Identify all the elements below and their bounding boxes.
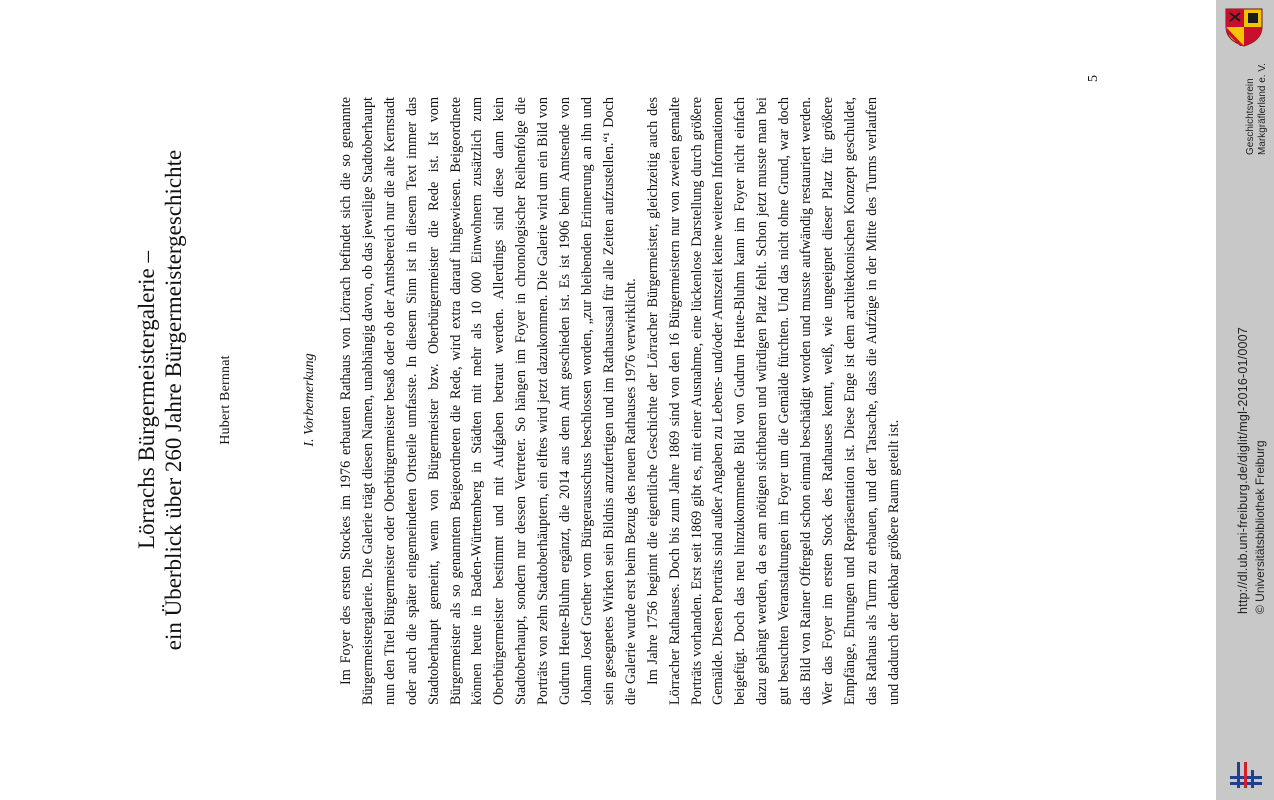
society-line-2: Markgräflerland e. V. xyxy=(1257,63,1268,155)
section-heading: I. Vorbemerkung xyxy=(302,353,317,447)
title-line-1: Lörrachs Bürgermeistergalerie – xyxy=(134,250,159,550)
title-line-2: ein Überblick über 260 Jahre Bürgermeistergeschichte xyxy=(161,149,186,651)
author-name: Hubert Bernnat xyxy=(218,355,233,445)
body-text xyxy=(336,97,906,705)
sidebar xyxy=(1216,0,1274,800)
society-line-1: Geschichtsverein xyxy=(1245,78,1256,155)
page-number: 5 xyxy=(1086,75,1101,82)
sidebar-text xyxy=(1216,0,1274,800)
copyright-text: © Universitätsbibliothek Freiburg xyxy=(1253,440,1267,614)
ub-freiburg-logo-icon xyxy=(1228,756,1264,792)
source-url-link[interactable]: http://dl.ub.uni-freiburg.de/diglit/mgl-2016-01/0007 xyxy=(1236,327,1250,614)
paragraph: Im Jahre 1756 beginnt die eigentliche Geschichte der Lörracher Bürgermeister, gleichzeitig auch des Lörracher Rathauses. Doch bis zum Jahre 1869 sind von den 16 Bürgermeistern nur von zweien gemalte Porträts vorhanden. Erst seit 1869 gibt es, mit einer Ausnahme, eine lückenlose Darstellung durch größere Gemälde. Diesen Porträts sind außer Angaben zu Lebens- und/oder Amtszeit keine weiteren Informationen beigefügt. Doch das neu hinzukommende Bild von Gudrun Heute-Bluhm kann im Foyer nicht einfach dazu gehängt werden, da es am nötigen sichtbaren und würdigen Platz fehlt. Schon jetzt musste man bei gut besuchten Veranstaltungen im Foyer um die Gemälde fürchten. Und das nicht ohne Grund, war doch das Bild von Rainer Offergeld schon einmal beschädigt worden und musste aufwändig restauriert werden. Wer das Foyer im ersten Stock des Rathauses kennt, weiß, wie ungeeignet dieser Platz für größere Empfänge, Ehrungen und Repräsentation ist. Diese Enge ist dem architektonischen Konzept geschuldet, das Rathaus als Turm zu erbauen, und der Tatsache, dass die Aufzüge in der Mitte des Turms verlaufen und dadurch der denkbar größere Raum geteilt ist. xyxy=(644,97,902,705)
paragraph: Im Foyer des ersten Stockes im 1976 erbauten Rathaus von Lörrach befindet sich die so genannte Bürgermeistergalerie. Die Galerie trägt diesen Namen, unabhängig davon, ob das jeweilige Stadtoberhaupt nun den Titel Bürgermeister oder Oberbürgermeister besaß oder ob der Amtsbereich nur die alte Kernstadt oder auch die später eingemeindeten Ortsteile umfasste. In diesem Sinn ist in diesem Text immer das Stadtoberhaupt gemeint, wenn von Bürgermeister bzw. Oberbürgermeister die Rede ist. Ist vom Bürgermeister als so genanntem Beigeordneten die Rede, wird extra darauf hingewiesen. Beigeordnete können heute in Baden-Württemberg in Städten mit mehr als 10 000 Einwohnern zusätzlich zum Oberbürgermeister bestimmt und mit Aufgaben betraut werden. Allerdings sind diese dann kein Stadtoberhaupt, sondern nur dessen Vertreter. So hängen im Foyer in chronologischer Reihenfolge die Porträts von zehn Stadtoberhäuptern, ein elftes wird jetzt dazukommen. Die Galerie wird um ein Bild von Gudrun Heute-Bluhm ergänzt, die 2014 aus dem Amt geschieden ist. Es ist 1906 beim Amtsende von Johann Josef Grether vom Bürgerausschuss beschlossen worden, „zur bleibenden Erinnerung an ihn und sein gesegnetes Wirken sein Bildnis anzufertigen und im Rathaussaal für alle Zeiten aufzustellen.“¹ Doch die Galerie wurde erst beim Bezug des neuen Rathauses 1976 verwirklicht. xyxy=(338,97,639,705)
society-name xyxy=(1245,63,1269,155)
